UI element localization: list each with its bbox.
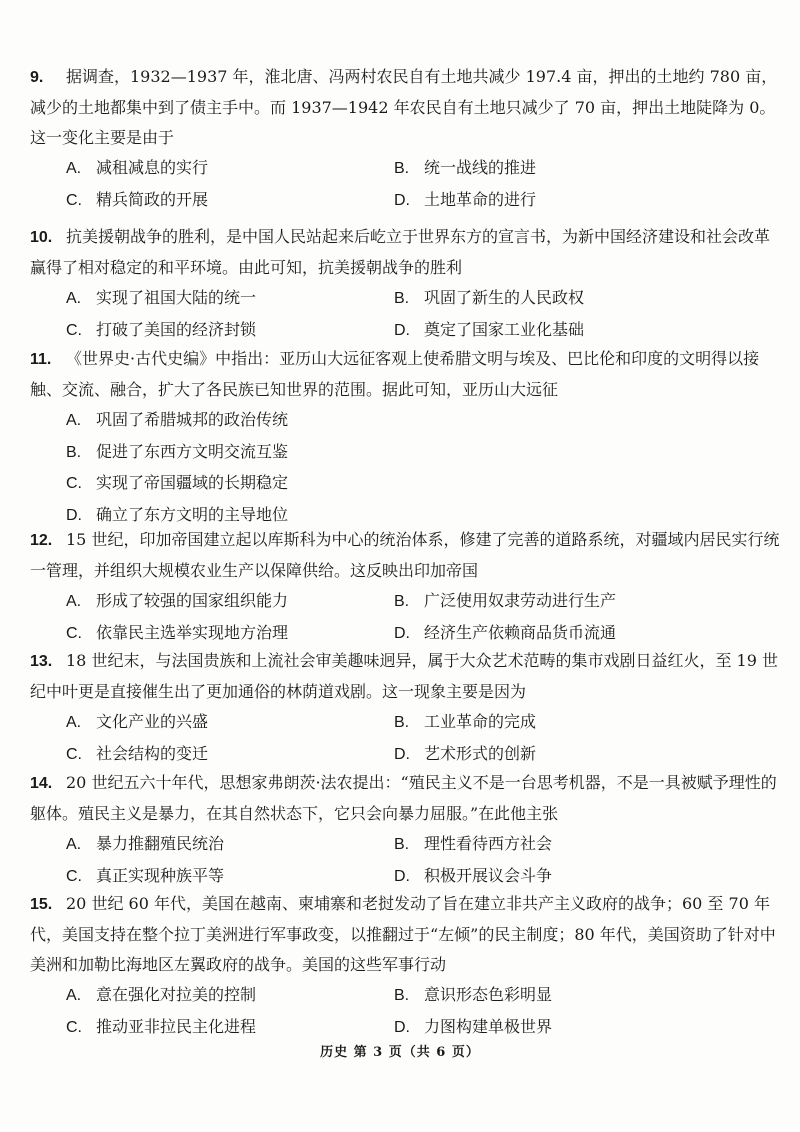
question-text: 据调查，1932—1937 年，淮北唐、冯两村农民自有土地共减少 197.4 亩，押出的土地约 780 亩，减少的土地都集中到了债主手中。而 1937—1942 年农民自有土地只减少了 70 亩，押出土地陡降为 0。这一变化主要是由于 bbox=[30, 67, 778, 147]
option-text: 社会结构的变迁 bbox=[96, 743, 209, 763]
option-text: 打破了美国的经济封锁 bbox=[96, 319, 257, 339]
page-footer: 历史 第 3 页（共 6 页） bbox=[320, 1045, 480, 1060]
option-text: 巩固了希腊城邦的政治传统 bbox=[96, 410, 289, 429]
option-text: 依靠民主选举实现地方治理 bbox=[96, 622, 289, 642]
option-c[interactable] bbox=[66, 739, 394, 771]
question-text: 15 世纪，印加帝国建立起以库斯科为中心的统治体系，修建了完善的道路系统，对疆域内居民实行统一管理，并组织大规模农业生产以保障供给。这反映出印加帝国 bbox=[30, 530, 780, 580]
option-text: 减租减息的实行 bbox=[96, 158, 209, 177]
option-d[interactable] bbox=[394, 861, 754, 893]
option-letter: A. bbox=[66, 412, 82, 429]
option-b[interactable] bbox=[394, 829, 754, 861]
option-letter: C. bbox=[66, 1018, 82, 1036]
options-list bbox=[30, 153, 782, 216]
question-15 bbox=[30, 889, 782, 1043]
option-text: 理性看待西方社会 bbox=[424, 834, 553, 853]
option-letter: C. bbox=[66, 191, 82, 209]
option-c[interactable] bbox=[66, 185, 394, 217]
option-letter: C. bbox=[66, 745, 82, 763]
option-text: 统一战线的推进 bbox=[424, 158, 537, 177]
option-d[interactable] bbox=[394, 618, 754, 650]
option-c[interactable] bbox=[66, 861, 394, 893]
question-number: 14. bbox=[30, 775, 53, 792]
option-text: 广泛使用奴隶劳动进行生产 bbox=[424, 591, 617, 610]
option-letter: D. bbox=[66, 506, 82, 524]
option-letter: D. bbox=[394, 624, 410, 642]
option-text: 艺术形式的创新 bbox=[424, 743, 537, 763]
option-d[interactable] bbox=[394, 315, 754, 347]
option-letter: C. bbox=[66, 475, 82, 492]
options-list bbox=[30, 829, 782, 892]
option-b[interactable] bbox=[394, 153, 754, 185]
option-letter: D. bbox=[394, 745, 410, 763]
question-stem bbox=[30, 646, 782, 707]
option-letter: B. bbox=[66, 443, 82, 461]
option-text: 推动亚非拉民主化进程 bbox=[96, 1016, 257, 1036]
question-stem bbox=[30, 344, 782, 405]
option-letter: B. bbox=[394, 160, 410, 177]
options-list bbox=[30, 586, 782, 649]
option-text: 力图构建单极世界 bbox=[424, 1016, 553, 1036]
question-text: 18 世纪末，与法国贵族和上流社会审美趣味迥异，属于大众艺术范畴的集市戏剧日益红火，至 19 世纪中叶更是直接催生出了更加通俗的林荫道戏剧。这一现象主要是因为 bbox=[30, 651, 778, 701]
option-c[interactable] bbox=[66, 468, 754, 500]
option-text: 文化产业的兴盛 bbox=[96, 712, 209, 731]
option-d[interactable] bbox=[394, 185, 754, 217]
option-letter: A. bbox=[66, 593, 82, 610]
option-letter: D. bbox=[394, 321, 410, 339]
option-a[interactable] bbox=[66, 586, 394, 618]
question-9 bbox=[30, 62, 782, 216]
option-letter: A. bbox=[66, 836, 82, 853]
option-c[interactable] bbox=[66, 618, 394, 650]
question-number: 10. bbox=[30, 229, 53, 246]
question-number: 13. bbox=[30, 653, 53, 670]
option-letter: D. bbox=[394, 191, 410, 209]
option-letter: C. bbox=[66, 867, 82, 885]
question-stem bbox=[30, 768, 782, 829]
option-c[interactable] bbox=[66, 315, 394, 347]
option-text: 巩固了新生的人民政权 bbox=[424, 288, 585, 307]
option-text: 意在强化对拉美的控制 bbox=[96, 985, 257, 1004]
option-text: 实现了帝国疆域的长期稳定 bbox=[96, 473, 289, 492]
question-text: 抗美援朝战争的胜利，是中国人民站起来后屹立于世界东方的宣言书，为新中国经济建设和社会改革赢得了相对稳定的和平环境。由此可知，抗美援朝战争的胜利 bbox=[30, 227, 771, 277]
option-letter: B. bbox=[394, 987, 410, 1004]
options-list bbox=[30, 283, 782, 346]
question-stem bbox=[30, 889, 782, 980]
option-letter: A. bbox=[66, 290, 82, 307]
option-letter: A. bbox=[66, 714, 82, 731]
option-a[interactable] bbox=[66, 829, 394, 861]
option-b[interactable] bbox=[394, 980, 754, 1012]
option-text: 促进了东西方文明交流互鉴 bbox=[96, 441, 289, 461]
option-a[interactable] bbox=[66, 283, 394, 315]
option-text: 精兵简政的开展 bbox=[96, 189, 209, 209]
option-text: 确立了东方文明的主导地位 bbox=[96, 504, 289, 524]
question-text: 20 世纪五六十年代，思想家弗朗茨·法农提出：“殖民主义不是一台思考机器，不是一具被赋予理性的躯体。殖民主义是暴力，在其自然状态下，它只会向暴力屈服。”在此他主张 bbox=[30, 773, 777, 823]
option-letter: B. bbox=[394, 714, 410, 731]
option-letter: A. bbox=[66, 987, 82, 1004]
question-13 bbox=[30, 646, 782, 770]
question-number: 12. bbox=[30, 532, 53, 549]
option-a[interactable] bbox=[66, 707, 394, 739]
option-a[interactable] bbox=[66, 153, 394, 185]
option-letter: C. bbox=[66, 321, 82, 339]
option-text: 真正实现种族平等 bbox=[96, 865, 225, 885]
options-list bbox=[30, 405, 782, 531]
option-b[interactable] bbox=[66, 437, 754, 469]
question-text: 20 世纪 60 年代，美国在越南、柬埔寨和老挝发动了旨在建立非共产主义政府的战争；60 至 70 年代，美国支持在整个拉丁美洲进行军事政变，以推翻过于“左倾”的民主制度；80 年代，美国资助了针对中美洲和加勒比海地区左翼政府的战争。美国的这些军事行动 bbox=[30, 894, 776, 974]
option-c[interactable] bbox=[66, 1012, 394, 1044]
option-letter: B. bbox=[394, 290, 410, 307]
option-letter: D. bbox=[394, 867, 410, 885]
option-b[interactable] bbox=[394, 586, 754, 618]
option-a[interactable] bbox=[66, 980, 394, 1012]
question-stem bbox=[30, 222, 782, 283]
options-list bbox=[30, 707, 782, 770]
question-stem bbox=[30, 525, 782, 586]
option-letter: A. bbox=[66, 160, 82, 177]
question-12 bbox=[30, 525, 782, 649]
option-text: 经济生产依赖商品货币流通 bbox=[424, 622, 617, 642]
option-letter: C. bbox=[66, 624, 82, 642]
option-letter: B. bbox=[394, 836, 410, 853]
question-number: 15. bbox=[30, 896, 53, 913]
question-14 bbox=[30, 768, 782, 892]
question-text: 《世界史·古代史编》中指出：亚历山大远征客观上使希腊文明与埃及、巴比伦和印度的文明得以接触、交流、融合，扩大了各民族已知世界的范围。据此可知，亚历山大远征 bbox=[30, 349, 760, 399]
option-text: 暴力推翻殖民统治 bbox=[96, 834, 225, 853]
option-d[interactable] bbox=[394, 1012, 754, 1044]
option-letter: B. bbox=[394, 593, 410, 610]
question-11 bbox=[30, 344, 782, 531]
option-text: 土地革命的进行 bbox=[424, 189, 537, 209]
question-stem bbox=[30, 62, 782, 153]
option-letter: D. bbox=[394, 1018, 410, 1036]
option-text: 形成了较强的国家组织能力 bbox=[96, 591, 289, 610]
option-b[interactable] bbox=[394, 283, 754, 315]
option-b[interactable] bbox=[394, 707, 754, 739]
option-text: 实现了祖国大陆的统一 bbox=[96, 288, 257, 307]
option-d[interactable] bbox=[394, 739, 754, 771]
question-number: 11. bbox=[30, 351, 52, 368]
option-text: 工业革命的完成 bbox=[424, 712, 537, 731]
option-text: 积极开展议会斗争 bbox=[424, 865, 553, 885]
option-text: 意识形态色彩明显 bbox=[424, 985, 553, 1004]
options-list bbox=[30, 980, 782, 1043]
question-number: 9. bbox=[30, 69, 44, 86]
option-a[interactable] bbox=[66, 405, 754, 437]
option-text: 奠定了国家工业化基础 bbox=[424, 319, 585, 339]
question-10 bbox=[30, 222, 782, 346]
